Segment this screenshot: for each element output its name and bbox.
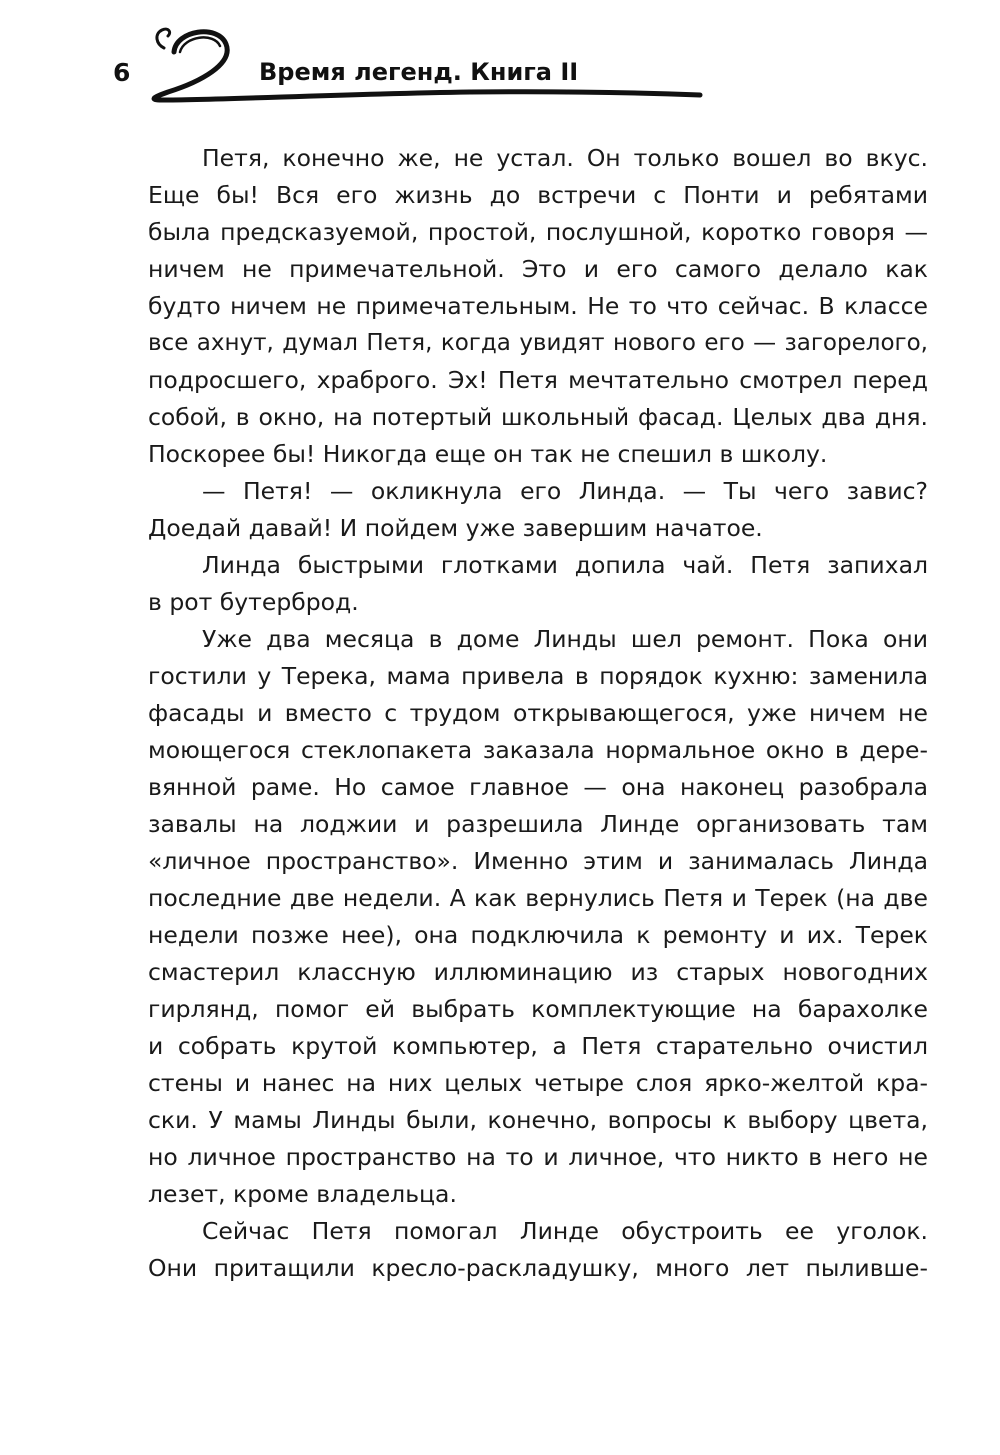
text-line: — Петя! — окликнула его Линда. — Ты чего завис? (202, 477, 928, 505)
text-line: последние две недели. А как вернулись Петя и Терек (на две (148, 884, 928, 912)
text-line: Уже два месяца в доме Линды шел ремонт. Пока они (202, 625, 928, 653)
text-line: но личное пространство на то и личное, что никто в него не (148, 1143, 928, 1171)
text-line: и собрать крутой компьютер, а Петя старательно очистил (148, 1032, 928, 1060)
text-line: недели позже нее), она подключила к ремонту и их. Терек (148, 921, 928, 949)
text-line: Сейчас Петя помогал Линде обустроить ее уголок. (202, 1217, 928, 1245)
text-line: смастерил классную иллюминацию из старых новогодних (148, 958, 928, 986)
text-line: Линда быстрыми глотками допила чай. Петя запихал (202, 551, 928, 579)
text-line: гирлянд, помог ей выбрать комплектующие на барахолке (148, 995, 928, 1023)
text-line: в рот бутерброд. (148, 588, 359, 616)
page-number: 6 (113, 58, 131, 87)
text-line: собой, в окно, на потертый школьный фасад. Целых два дня. (148, 403, 928, 431)
text-line: Петя, конечно же, не устал. Он только вошел во вкус. (202, 144, 928, 172)
text-line: ничем не примечательной. Это и его самого делало как (148, 255, 928, 283)
text-line: Доедай давай! И пойдем уже завершим начатое. (148, 514, 763, 542)
book-title: Время легенд. Книга II (259, 58, 579, 86)
text-line: ски. У мамы Линды были, конечно, вопросы к выбору цвета, (148, 1106, 928, 1134)
text-line: завалы на лоджии и разрешила Линде организовать там (148, 810, 928, 838)
body-text (148, 140, 928, 1287)
text-line: будто ничем не примечательным. Не то что сейчас. В классе (148, 292, 928, 320)
text-line: Поскорее бы! Никогда еще он так не спешил в школу. (148, 440, 828, 468)
text-line: все ахнут, думал Петя, когда увидят нового его — загорелого, (148, 330, 928, 356)
text-line: Они притащили кресло-раскладушку, много лет пыливше- (148, 1254, 928, 1282)
text-line: Еще бы! Вся его жизнь до встречи с Понти и ребятами (148, 181, 928, 209)
text-line: была предсказуемой, простой, послушной, коротко говоря — (148, 218, 928, 246)
text-line: «личное пространство». Именно этим и занималась Линда (148, 847, 928, 875)
text-line: гостили у Терека, мама привела в порядок кухню: заменила (148, 662, 928, 690)
text-line: вянной раме. Но самое главное — она наконец разобрала (148, 773, 928, 801)
text-line: подросшего, храброго. Эх! Петя мечтательно смотрел перед (148, 366, 928, 394)
page-header (0, 0, 1000, 120)
text-line: фасады и вместо с трудом открывающегося, уже ничем не (148, 699, 928, 727)
text-line: лезет, кроме владельца. (148, 1180, 457, 1208)
text-line: стены и нанес на них целых четыре слоя ярко-желтой кра- (148, 1069, 928, 1097)
text-line: моющегося стеклопакета заказала нормальное окно в дере- (148, 736, 928, 764)
